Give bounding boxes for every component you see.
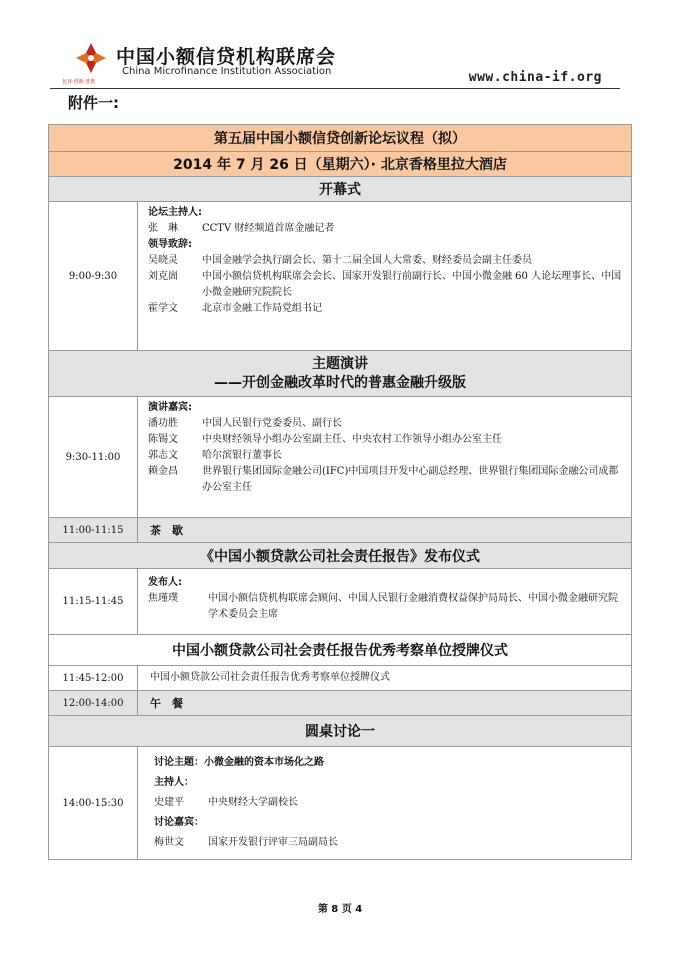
guest-label: 讨论嘉宾：	[154, 817, 204, 828]
report-heading: 《中国小额贷款公司社会责任报告》发布仪式	[200, 548, 480, 565]
publisher-label: 发布人:	[148, 577, 182, 588]
section-heading-row	[49, 542, 631, 568]
letterhead	[62, 36, 622, 96]
person-name: 史建平	[154, 797, 184, 808]
attachment-label: 附件一:	[68, 94, 119, 112]
roundtable-heading: 圆桌讨论一	[305, 724, 375, 740]
session-time: 11:15-11:45	[49, 569, 138, 634]
website-link[interactable]: www.china-if.org	[468, 70, 602, 85]
person-line	[154, 793, 623, 813]
section-heading-row	[49, 715, 631, 746]
person-line	[148, 253, 623, 269]
person-name: 霍学文	[148, 303, 178, 314]
person-role: 国家开发银行评审三局副局长	[208, 837, 338, 848]
opening-session	[49, 201, 631, 350]
keynote-session	[49, 396, 631, 517]
host-label: 主持人：	[154, 777, 194, 788]
date-venue-row	[49, 151, 631, 176]
agenda-title-row	[49, 125, 631, 151]
person-line	[154, 833, 623, 853]
host-label: 论坛主持人:	[148, 207, 202, 218]
association-logo-icon	[74, 41, 108, 75]
person-role: 世界银行集团国际金融公司(IFC)中国项目开发中心副总经理、世界银行集团国际金融公司成都办公室主任	[202, 466, 619, 493]
person-name: 赖金昌	[148, 466, 178, 477]
person-role: 中国人民银行党委委员、副行长	[202, 418, 342, 429]
person-line	[148, 416, 623, 432]
person-role: CCTV 财经频道首席金融记者	[202, 223, 335, 234]
keynote-heading-block	[49, 351, 631, 396]
person-line	[148, 464, 623, 496]
session-time: 12:00-14:00	[49, 691, 138, 715]
org-name-cn: 中国小额信贷机构联席会	[116, 46, 337, 68]
agenda-table	[48, 124, 632, 860]
session-content	[138, 747, 631, 859]
award-session	[49, 665, 631, 690]
person-name: 潘功胜	[148, 418, 178, 429]
tea-break-label: 茶 歇	[150, 524, 183, 537]
session-content	[138, 202, 631, 350]
person-role: 中国小额信贷机构联席会顾问、中国人民银行金融消费权益保护局局长、中国小微金融研究院学术委员会主席	[208, 593, 618, 620]
award-heading: 中国小额贷款公司社会责任报告优秀考察单位授牌仪式	[172, 643, 508, 659]
section-heading-row	[49, 350, 631, 396]
person-name: 梅世文	[154, 837, 184, 848]
person-name: 刘克崮	[148, 271, 178, 282]
lunch-label: 午 餐	[150, 697, 183, 710]
session-time: 11:45-12:00	[49, 666, 138, 690]
person-role: 中国金融学会执行副会长、第十二届全国人大常委、财经委员会副主任委员	[202, 255, 532, 266]
header-divider	[50, 88, 620, 89]
person-name: 陈锡文	[148, 434, 178, 445]
session-time: 14:00-15:30	[49, 747, 138, 859]
topic-line: 讨论主题：小微金融的资本市场化之路	[154, 757, 324, 768]
person-name: 郭志文	[148, 450, 178, 461]
session-time: 9:30-11:00	[49, 397, 138, 517]
section-heading-row	[49, 634, 631, 665]
page-number: 第 8 页 4	[317, 904, 363, 915]
org-name-en: China Microfinance Institution Association	[122, 66, 332, 77]
award-text: 中国小额贷款公司社会责任报告优秀考察单位授牌仪式	[150, 672, 390, 683]
person-name: 张 琳	[148, 223, 178, 234]
person-role: 中国小额信贷机构联席会会长、国家开发银行前副行长、中国小微金融 60 人论坛理事长、中国小微金融研究院院长	[202, 271, 622, 298]
person-line	[148, 221, 623, 237]
guest-label: 演讲嘉宾:	[148, 402, 192, 413]
session-time: 9:00-9:30	[49, 202, 138, 350]
person-role: 北京市金融工作局党组书记	[202, 303, 322, 314]
tea-break-row	[49, 517, 631, 542]
keynote-subheading: ——开创金融改革时代的普惠金融升级版	[214, 374, 466, 391]
agenda-title: 第五届中国小额信贷创新论坛议程（拟）	[214, 131, 466, 147]
opening-heading: 开幕式	[319, 182, 361, 198]
lunch-row	[49, 690, 631, 715]
person-role: 中央财经大学副校长	[208, 797, 298, 808]
person-name: 焦瑾璞	[148, 593, 178, 604]
speech-label: 领导致辞:	[148, 239, 192, 250]
person-line	[148, 269, 623, 301]
session-content	[138, 397, 631, 517]
session-content	[138, 569, 631, 634]
person-line	[148, 301, 623, 317]
person-role: 中央财经领导小组办公室副主任、中央农村工作领导小组办公室主任	[202, 434, 502, 445]
logo-tagline: 包容·创新·普惠	[62, 79, 96, 85]
person-name: 吴晓灵	[148, 255, 178, 266]
session-time: 11:00-11:15	[49, 518, 138, 542]
report-session	[49, 568, 631, 634]
roundtable-session	[49, 746, 631, 859]
person-role: 哈尔滨银行董事长	[202, 450, 282, 461]
date-venue: 2014 年 7 月 26 日（星期六）· 北京香格里拉大酒店	[173, 157, 507, 173]
person-line	[148, 448, 623, 464]
person-line	[148, 432, 623, 448]
keynote-heading: 主题演讲	[312, 355, 368, 372]
person-line	[148, 591, 623, 623]
section-heading-row	[49, 176, 631, 201]
